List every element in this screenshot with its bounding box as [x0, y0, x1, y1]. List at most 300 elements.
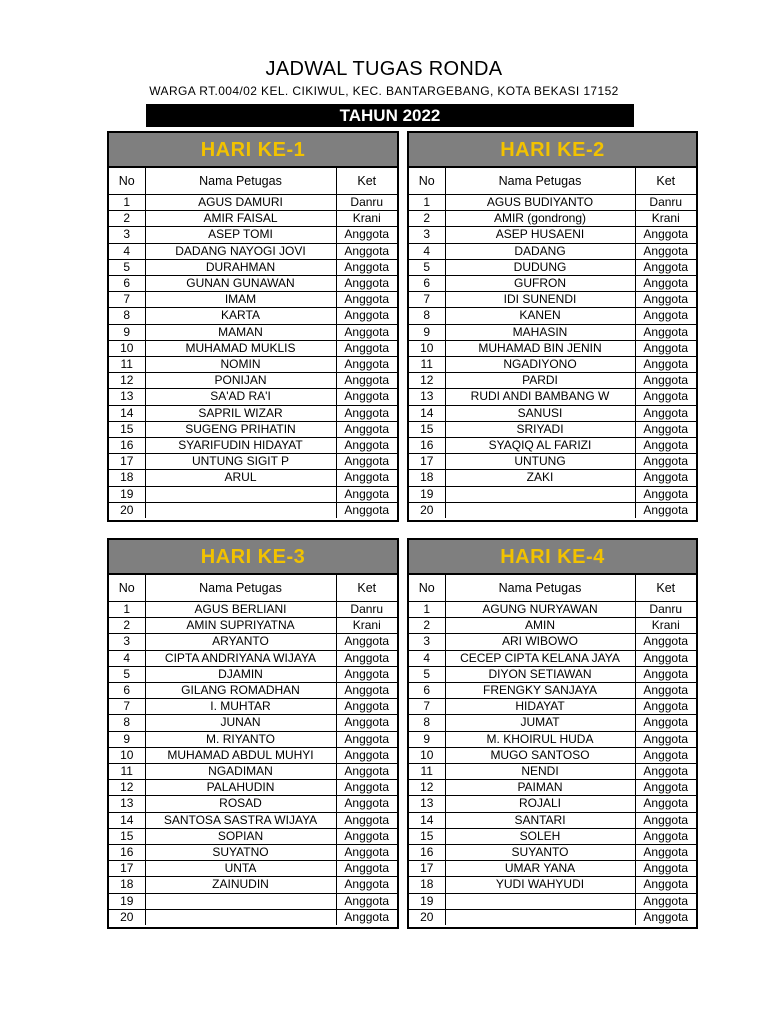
table-row	[409, 292, 696, 308]
guard-role: Anggota	[635, 357, 696, 373]
row-number: 3	[109, 634, 145, 650]
guard-role: Anggota	[635, 454, 696, 470]
row-number: 7	[409, 699, 445, 715]
guard-name: IDI SUNENDI	[445, 292, 635, 308]
row-number: 16	[109, 438, 145, 454]
table-row	[409, 502, 696, 518]
guard-name: PAIMAN	[445, 780, 635, 796]
guard-name	[445, 893, 635, 909]
table-row	[409, 650, 696, 666]
guard-role: Anggota	[336, 308, 397, 324]
guard-name: AGUNG NURYAWAN	[445, 602, 635, 618]
guard-role: Anggota	[336, 893, 397, 909]
guard-name: MUGO SANTOSO	[445, 747, 635, 763]
column-header-name: Nama Petugas	[145, 575, 336, 602]
table-row	[109, 731, 397, 747]
guard-name: ASEP TOMI	[145, 227, 336, 243]
table-row	[409, 845, 696, 861]
guard-name: YUDI WAHYUDI	[445, 877, 635, 893]
table-row	[409, 683, 696, 699]
guard-name: PONIJAN	[145, 373, 336, 389]
guard-role: Anggota	[336, 438, 397, 454]
column-header-ket: Ket	[336, 575, 397, 602]
table-row	[109, 812, 397, 828]
row-number: 5	[409, 259, 445, 275]
guard-name: KANEN	[445, 308, 635, 324]
table-row	[109, 259, 397, 275]
table-row	[409, 373, 696, 389]
guard-role: Anggota	[336, 845, 397, 861]
guard-name: SUYATNO	[145, 845, 336, 861]
guard-role: Anggota	[635, 292, 696, 308]
table-row	[409, 861, 696, 877]
guard-role: Anggota	[336, 699, 397, 715]
table-row	[109, 683, 397, 699]
guard-role: Anggota	[336, 227, 397, 243]
row-number: 14	[109, 405, 145, 421]
guard-role: Anggota	[635, 389, 696, 405]
row-number: 8	[409, 715, 445, 731]
guard-name	[445, 486, 635, 502]
page-subtitle: WARGA RT.004/02 KEL. CIKIWUL, KEC. BANTARGEBANG, KOTA BEKASI 17152	[149, 84, 619, 98]
table-row	[109, 502, 397, 518]
table-row	[409, 747, 696, 763]
guard-name: M. KHOIRUL HUDA	[445, 731, 635, 747]
guard-name: ARI WIBOWO	[445, 634, 635, 650]
row-number: 4	[109, 650, 145, 666]
guard-role: Krani	[635, 211, 696, 227]
guard-name	[145, 909, 336, 925]
guard-role: Anggota	[635, 650, 696, 666]
day-title: HARI KE-2	[409, 133, 696, 167]
guard-role: Anggota	[336, 666, 397, 682]
table-row	[409, 324, 696, 340]
row-number: 16	[409, 845, 445, 861]
guard-role: Anggota	[635, 893, 696, 909]
guard-role: Anggota	[336, 796, 397, 812]
guard-name: AGUS DAMURI	[145, 195, 336, 211]
row-number: 10	[409, 340, 445, 356]
guard-role: Anggota	[635, 308, 696, 324]
table-row	[409, 877, 696, 893]
guard-role: Anggota	[336, 389, 397, 405]
table-row	[109, 243, 397, 259]
row-number: 1	[109, 195, 145, 211]
row-number: 2	[109, 211, 145, 227]
guard-role: Anggota	[635, 683, 696, 699]
table-row	[409, 764, 696, 780]
guard-role: Anggota	[635, 877, 696, 893]
table-row	[109, 454, 397, 470]
guard-name: HIDAYAT	[445, 699, 635, 715]
guard-name: DADANG NAYOGI JOVI	[145, 243, 336, 259]
day-title: HARI KE-4	[409, 540, 696, 574]
table-header-row	[409, 168, 696, 195]
guard-role: Anggota	[336, 683, 397, 699]
guard-role: Danru	[635, 602, 696, 618]
row-number: 17	[109, 454, 145, 470]
row-number: 9	[109, 731, 145, 747]
row-number: 6	[409, 276, 445, 292]
guard-name: SYARIFUDIN HIDAYAT	[145, 438, 336, 454]
row-number: 12	[409, 780, 445, 796]
guard-name: NGADIMAN	[145, 764, 336, 780]
row-number: 14	[409, 812, 445, 828]
row-number: 9	[409, 324, 445, 340]
table-row	[109, 373, 397, 389]
guard-role: Anggota	[635, 373, 696, 389]
row-number: 8	[109, 715, 145, 731]
guard-name: MAMAN	[145, 324, 336, 340]
guard-role: Anggota	[336, 486, 397, 502]
guard-role: Anggota	[336, 764, 397, 780]
row-number: 7	[109, 699, 145, 715]
table-row	[109, 715, 397, 731]
guard-role: Anggota	[336, 780, 397, 796]
guard-role: Anggota	[635, 909, 696, 925]
guard-role: Anggota	[635, 421, 696, 437]
table-row	[109, 845, 397, 861]
guard-role: Anggota	[336, 259, 397, 275]
row-number: 14	[109, 812, 145, 828]
table-row	[109, 602, 397, 618]
guard-name: SYAQIQ AL FARIZI	[445, 438, 635, 454]
table-row	[109, 211, 397, 227]
guard-role: Anggota	[336, 357, 397, 373]
guard-role: Anggota	[635, 861, 696, 877]
guard-role: Anggota	[336, 715, 397, 731]
table-header-row	[109, 168, 397, 195]
row-number: 9	[409, 731, 445, 747]
table-row	[409, 438, 696, 454]
guard-role: Anggota	[336, 634, 397, 650]
row-number: 2	[409, 211, 445, 227]
guard-name: SANTARI	[445, 812, 635, 828]
column-header-no: No	[109, 168, 145, 195]
guard-role: Anggota	[635, 715, 696, 731]
table-row	[109, 764, 397, 780]
guard-role: Anggota	[336, 470, 397, 486]
table-row	[109, 276, 397, 292]
guard-name: SOPIAN	[145, 828, 336, 844]
table-row	[409, 454, 696, 470]
guard-role: Anggota	[635, 324, 696, 340]
guard-role: Danru	[336, 602, 397, 618]
column-header-no: No	[109, 575, 145, 602]
row-number: 6	[109, 683, 145, 699]
guard-name	[145, 502, 336, 518]
day-table-2	[407, 131, 698, 522]
guard-role: Anggota	[336, 292, 397, 308]
guard-name	[445, 502, 635, 518]
row-number: 4	[109, 243, 145, 259]
column-header-name: Nama Petugas	[145, 168, 336, 195]
table-row	[109, 340, 397, 356]
guard-name: AGUS BUDIYANTO	[445, 195, 635, 211]
table-row	[109, 195, 397, 211]
row-number: 11	[109, 764, 145, 780]
guard-name: IMAM	[145, 292, 336, 308]
guard-role: Anggota	[635, 340, 696, 356]
guard-role: Anggota	[336, 421, 397, 437]
row-number: 15	[409, 421, 445, 437]
row-number: 13	[109, 389, 145, 405]
guard-role: Anggota	[635, 634, 696, 650]
table-row	[109, 421, 397, 437]
guard-name: AMIN SUPRIYATNA	[145, 618, 336, 634]
guard-role: Anggota	[336, 747, 397, 763]
table-row	[109, 747, 397, 763]
row-number: 5	[109, 259, 145, 275]
schedule-table	[109, 574, 397, 925]
guard-role: Anggota	[336, 909, 397, 925]
row-number: 18	[109, 877, 145, 893]
table-row	[109, 308, 397, 324]
guard-role: Anggota	[336, 454, 397, 470]
guard-role: Anggota	[635, 731, 696, 747]
table-row	[409, 909, 696, 925]
guard-role: Danru	[336, 195, 397, 211]
guard-name: KARTA	[145, 308, 336, 324]
row-number: 16	[409, 438, 445, 454]
table-row	[109, 227, 397, 243]
guard-name: SANUSI	[445, 405, 635, 421]
guard-name: ARYANTO	[145, 634, 336, 650]
table-row	[409, 634, 696, 650]
column-header-no: No	[409, 168, 445, 195]
column-header-name: Nama Petugas	[445, 575, 635, 602]
table-row	[409, 195, 696, 211]
day-table-4	[407, 538, 698, 929]
table-row	[409, 893, 696, 909]
guard-name: SAPRIL WIZAR	[145, 405, 336, 421]
table-header-row	[109, 575, 397, 602]
table-row	[109, 893, 397, 909]
guard-role: Anggota	[635, 259, 696, 275]
table-row	[409, 618, 696, 634]
guard-role: Anggota	[336, 276, 397, 292]
guard-role: Anggota	[635, 486, 696, 502]
row-number: 17	[409, 454, 445, 470]
table-row	[109, 389, 397, 405]
guard-name	[445, 909, 635, 925]
row-number: 18	[409, 470, 445, 486]
row-number: 3	[109, 227, 145, 243]
guard-name: NENDI	[445, 764, 635, 780]
table-row	[409, 796, 696, 812]
guard-name	[145, 486, 336, 502]
guard-role: Anggota	[635, 502, 696, 518]
guard-name: ASEP HUSAENI	[445, 227, 635, 243]
table-row	[409, 276, 696, 292]
guard-name: DIYON SETIAWAN	[445, 666, 635, 682]
row-number: 4	[409, 650, 445, 666]
table-row	[409, 812, 696, 828]
row-number: 7	[409, 292, 445, 308]
guard-name: SRIYADI	[445, 421, 635, 437]
table-row	[109, 796, 397, 812]
guard-role: Anggota	[336, 877, 397, 893]
row-number: 17	[409, 861, 445, 877]
table-row	[409, 666, 696, 682]
guard-name: SANTOSA SASTRA WIJAYA	[145, 812, 336, 828]
table-row	[109, 438, 397, 454]
column-header-no: No	[409, 575, 445, 602]
table-row	[109, 828, 397, 844]
guard-name: DADANG	[445, 243, 635, 259]
table-row	[409, 715, 696, 731]
row-number: 12	[409, 373, 445, 389]
table-row	[109, 470, 397, 486]
guard-name: SUYANTO	[445, 845, 635, 861]
row-number: 5	[109, 666, 145, 682]
row-number: 1	[409, 602, 445, 618]
row-number: 20	[409, 909, 445, 925]
guard-role: Krani	[336, 618, 397, 634]
row-number: 8	[409, 308, 445, 324]
guard-name: UNTA	[145, 861, 336, 877]
table-row	[409, 340, 696, 356]
guard-name: UNTUNG SIGIT P	[145, 454, 336, 470]
table-row	[109, 909, 397, 925]
table-row	[109, 666, 397, 682]
column-header-ket: Ket	[635, 168, 696, 195]
row-number: 18	[109, 470, 145, 486]
guard-name: SUGENG PRIHATIN	[145, 421, 336, 437]
row-number: 15	[409, 828, 445, 844]
row-number: 15	[109, 828, 145, 844]
table-row	[409, 828, 696, 844]
guard-name: GUFRON	[445, 276, 635, 292]
guard-role: Anggota	[336, 861, 397, 877]
day-title: HARI KE-3	[109, 540, 397, 574]
guard-role: Anggota	[635, 227, 696, 243]
guard-name: CIPTA ANDRIYANA WIJAYA	[145, 650, 336, 666]
guard-name: UNTUNG	[445, 454, 635, 470]
column-header-ket: Ket	[635, 575, 696, 602]
guard-name: AMIN	[445, 618, 635, 634]
guard-role: Krani	[635, 618, 696, 634]
table-row	[109, 405, 397, 421]
guard-role: Anggota	[635, 405, 696, 421]
guard-role: Anggota	[635, 812, 696, 828]
guard-name	[145, 893, 336, 909]
guard-role: Anggota	[336, 340, 397, 356]
row-number: 10	[109, 747, 145, 763]
guard-name: FRENGKY SANJAYA	[445, 683, 635, 699]
table-row	[409, 405, 696, 421]
guard-name: PALAHUDIN	[145, 780, 336, 796]
year-banner: TAHUN 2022	[146, 104, 634, 127]
row-number: 19	[409, 893, 445, 909]
row-number: 11	[409, 764, 445, 780]
table-row	[109, 324, 397, 340]
row-number: 13	[409, 796, 445, 812]
guard-name: MUHAMAD BIN JENIN	[445, 340, 635, 356]
row-number: 2	[409, 618, 445, 634]
table-row	[409, 357, 696, 373]
table-row	[409, 470, 696, 486]
guard-name: ARUL	[145, 470, 336, 486]
guard-name: DURAHMAN	[145, 259, 336, 275]
guard-name: DJAMIN	[145, 666, 336, 682]
table-row	[409, 259, 696, 275]
guard-name: ZAKI	[445, 470, 635, 486]
guard-role: Anggota	[635, 845, 696, 861]
row-number: 4	[409, 243, 445, 259]
day-table-1	[107, 131, 399, 522]
row-number: 15	[109, 421, 145, 437]
guard-role: Anggota	[336, 405, 397, 421]
guard-role: Anggota	[635, 796, 696, 812]
table-row	[409, 227, 696, 243]
schedule-table	[409, 167, 696, 518]
guard-role: Krani	[336, 211, 397, 227]
row-number: 6	[109, 276, 145, 292]
row-number: 2	[109, 618, 145, 634]
table-row	[409, 486, 696, 502]
guard-name: M. RIYANTO	[145, 731, 336, 747]
row-number: 20	[109, 909, 145, 925]
guard-role: Anggota	[635, 243, 696, 259]
guard-role: Anggota	[336, 650, 397, 666]
guard-role: Anggota	[635, 470, 696, 486]
guard-name: ROJALI	[445, 796, 635, 812]
guard-name: NGADIYONO	[445, 357, 635, 373]
guard-name: I. MUHTAR	[145, 699, 336, 715]
guard-name: CECEP CIPTA KELANA JAYA	[445, 650, 635, 666]
table-row	[109, 650, 397, 666]
row-number: 7	[109, 292, 145, 308]
guard-role: Anggota	[635, 438, 696, 454]
day-table-3	[107, 538, 399, 929]
row-number: 19	[409, 486, 445, 502]
row-number: 1	[409, 195, 445, 211]
row-number: 5	[409, 666, 445, 682]
guard-role: Anggota	[635, 828, 696, 844]
column-header-ket: Ket	[336, 168, 397, 195]
guard-role: Anggota	[336, 502, 397, 518]
page-title: JADWAL TUGAS RONDA	[265, 58, 503, 80]
row-number: 12	[109, 373, 145, 389]
row-number: 1	[109, 602, 145, 618]
guard-name: DUDUNG	[445, 259, 635, 275]
row-number: 16	[109, 845, 145, 861]
guard-role: Anggota	[635, 764, 696, 780]
guard-name: ROSAD	[145, 796, 336, 812]
table-row	[409, 699, 696, 715]
table-row	[109, 877, 397, 893]
row-number: 3	[409, 227, 445, 243]
row-number: 18	[409, 877, 445, 893]
guard-name: SA'AD RA'I	[145, 389, 336, 405]
guard-role: Anggota	[336, 373, 397, 389]
table-row	[409, 389, 696, 405]
guard-name: GILANG ROMADHAN	[145, 683, 336, 699]
row-number: 19	[109, 486, 145, 502]
schedule-table	[409, 574, 696, 925]
guard-name: MUHAMAD ABDUL MUHYI	[145, 747, 336, 763]
guard-name: AGUS BERLIANI	[145, 602, 336, 618]
guard-role: Anggota	[635, 699, 696, 715]
row-number: 11	[409, 357, 445, 373]
guard-role: Anggota	[336, 828, 397, 844]
guard-name: MAHASIN	[445, 324, 635, 340]
table-row	[109, 699, 397, 715]
row-number: 12	[109, 780, 145, 796]
row-number: 17	[109, 861, 145, 877]
table-row	[409, 602, 696, 618]
